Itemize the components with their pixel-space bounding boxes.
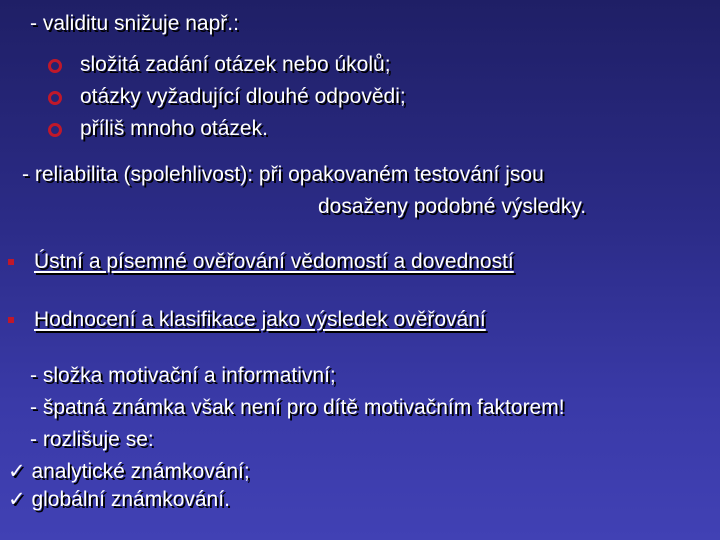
square-bullet-icon <box>8 259 14 265</box>
square-bullet-icon <box>8 317 14 323</box>
reliability-line-2: dosaženy podobné výsledky. <box>318 195 587 218</box>
section-heading-verification <box>34 250 514 274</box>
validity-heading: - validitu snižuje např.: <box>30 12 239 35</box>
check-item <box>8 460 250 484</box>
validity-item: složitá zadání otázek nebo úkolů; <box>80 53 391 76</box>
section-heading-grading <box>34 308 486 332</box>
grading-line: - špatná známka však není pro dítě motivačním faktorem! <box>30 396 565 419</box>
check-item-label: globální známkování. <box>31 488 230 511</box>
ring-bullet-icon <box>48 123 62 137</box>
ring-bullet-icon <box>48 59 62 73</box>
section-heading-text: Ústní a písemné ověřování vědomostí a dovedností <box>34 250 514 273</box>
ring-bullet-icon <box>48 91 62 105</box>
reliability-line-1: - reliabilita (spolehlivost): při opakovaném testování jsou <box>22 163 544 186</box>
grading-line: - rozlišuje se: <box>30 428 154 451</box>
check-item-label: analytické známkování; <box>31 460 250 483</box>
section-heading-text: Hodnocení a klasifikace jako výsledek ověřování <box>34 308 486 331</box>
validity-item: příliš mnoho otázek. <box>80 117 268 140</box>
validity-item: otázky vyžadující dlouhé odpovědi; <box>80 85 406 108</box>
checkmark-icon: ✓ <box>8 488 26 511</box>
checkmark-icon: ✓ <box>8 460 26 483</box>
grading-line: - složka motivační a informativní; <box>30 364 336 387</box>
check-item <box>8 488 230 512</box>
